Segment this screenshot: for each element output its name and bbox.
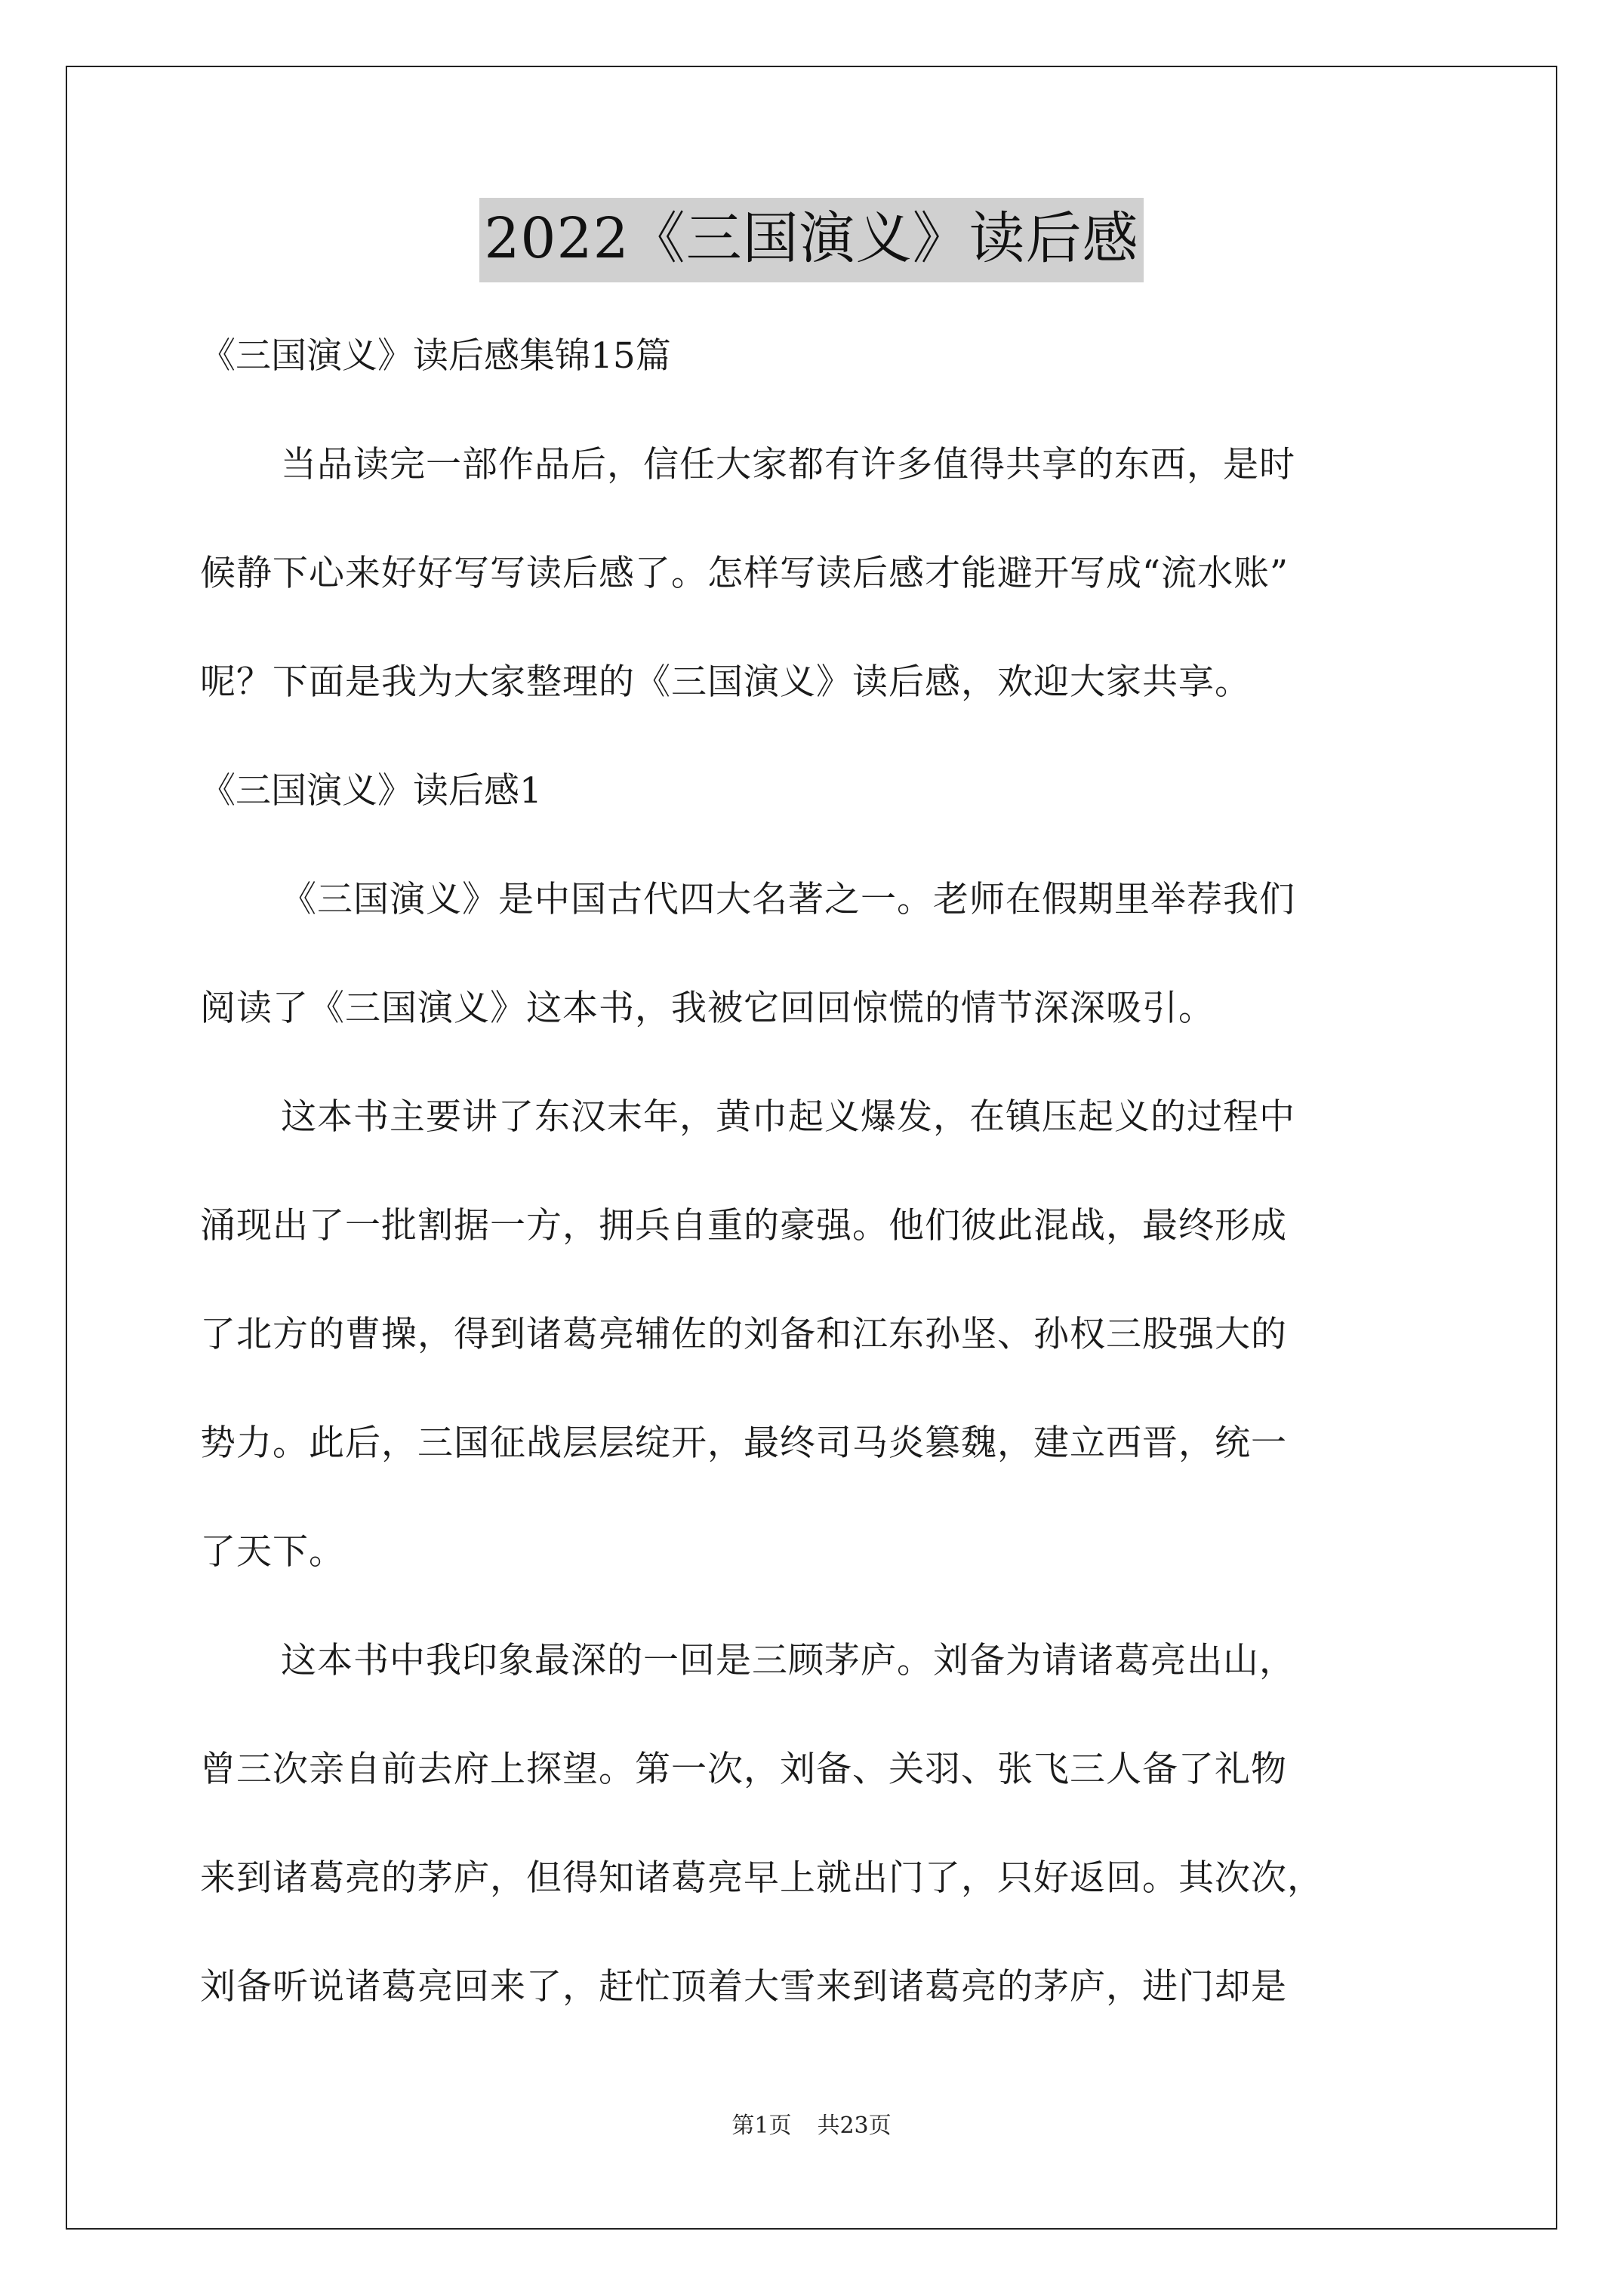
text-line: 势力。此后，三国征战层层绽开，最终司马炎篡魏，建立西晋，统一 xyxy=(200,1422,1287,1464)
title-wrap xyxy=(0,198,1623,282)
paragraph xyxy=(200,846,1438,1063)
text-line: 这本书中我印象最深的一回是三顾茅庐。刘备为请诸葛亮出山， xyxy=(281,1640,1295,1681)
text-line: 来到诸葛亮的茅庐，但得知诸葛亮早上就出门了，只好返回。其次次， xyxy=(200,1857,1323,1899)
paragraph xyxy=(200,1063,1438,1607)
text-line: 这本书主要讲了东汉末年，黄巾起义爆发，在镇压起义的过程中 xyxy=(281,1096,1295,1138)
text-line: 了天下。 xyxy=(200,1531,345,1573)
text-line: 《三国演义》是中国古代四大名著之一。老师在假期里举荐我们 xyxy=(281,879,1295,920)
text-line: 了北方的曹操，得到诸葛亮辅佐的刘备和江东孙坚、孙权三股强大的 xyxy=(200,1314,1287,1355)
document-title: 2022《三国演义》读后感 xyxy=(479,198,1143,282)
text-line: 曾三次亲自前去府上探望。第一次，刘备、关羽、张飞三人备了礼物 xyxy=(200,1749,1287,1790)
page-number: 第1页 xyxy=(731,2113,792,2139)
page-total: 共23页 xyxy=(817,2113,892,2139)
paragraph xyxy=(200,1607,1438,2042)
document-body xyxy=(200,302,1438,2042)
intro-paragraph xyxy=(200,411,1438,737)
text-line: 呢？下面是我为大家整理的《三国演义》读后感，欢迎大家共享。 xyxy=(200,661,1251,703)
page-footer xyxy=(0,2111,1623,2141)
document-subtitle: 《三国演义》读后感集锦15篇 xyxy=(200,335,671,377)
text-line: 候静下心来好好写写读后感了。怎样写读后感才能避开写成“流水账” xyxy=(200,553,1289,594)
text-line: 涌现出了一批割据一方，拥兵自重的豪强。他们彼此混战，最终形成 xyxy=(200,1205,1287,1247)
text-line: 刘备听说诸葛亮回来了，赶忙顶着大雪来到诸葛亮的茅庐，进门却是 xyxy=(200,1966,1287,2008)
section-heading: 《三国演义》读后感1 xyxy=(200,770,542,812)
text-line: 阅读了《三国演义》这本书，我被它回回惊慌的情节深深吸引。 xyxy=(200,988,1215,1029)
text-line: 当品读完一部作品后，信任大家都有许多值得共享的东西，是时 xyxy=(281,444,1295,485)
